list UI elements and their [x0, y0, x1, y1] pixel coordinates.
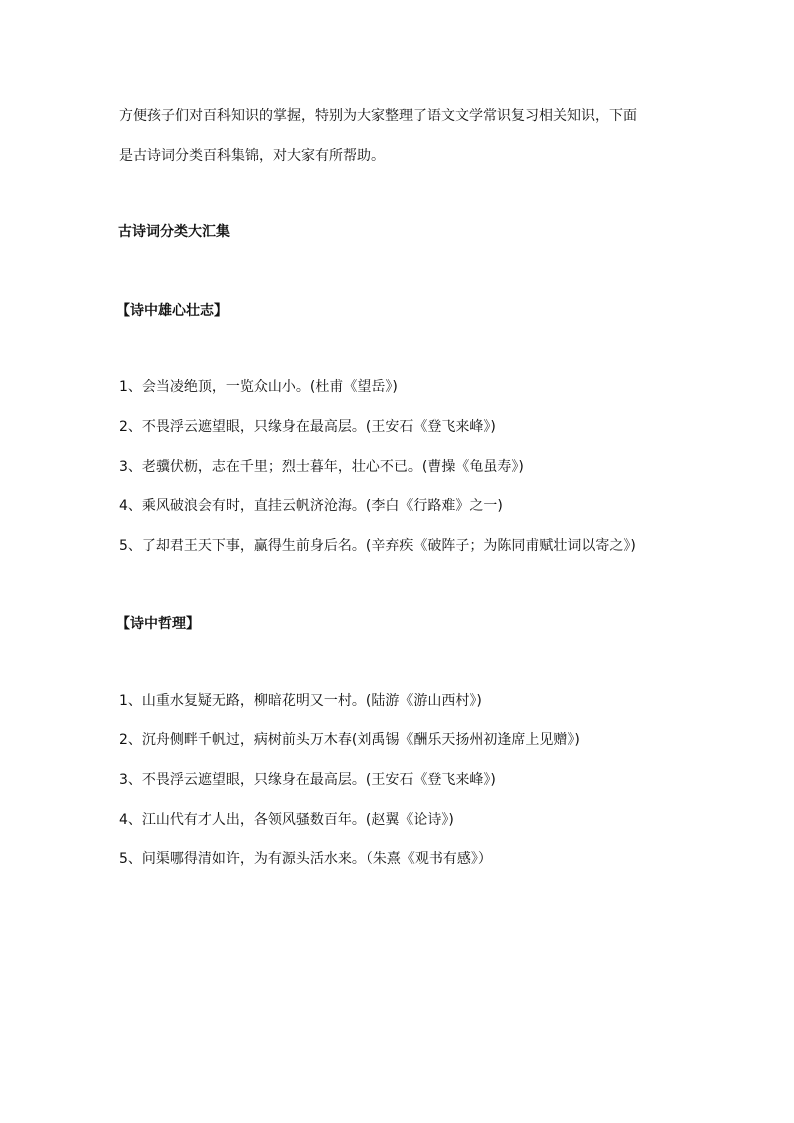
list-item: 4、乘风破浪会有时，直挂云帆济沧海。(李白《行路难》之一)	[119, 498, 503, 514]
list-item: 4、江山代有才人出，各领风骚数百年。(赵翼《论诗》)	[119, 812, 454, 828]
list-item: 5、问渠哪得清如许，为有源头活水来。（朱熹《观书有感》）	[119, 851, 492, 867]
list-item: 5、了却君王天下事，赢得生前身后名。(辛弃疾《破阵子；为陈同甫赋壮词以寄之》)	[119, 538, 636, 554]
section-heading-ambition: 【诗中雄心壮志】	[116, 303, 228, 319]
list-item: 2、沉舟侧畔千帆过，病树前头万木春(刘禹锡《酬乐天扬州初逢席上见赠》)	[119, 732, 580, 748]
list-item: 2、不畏浮云遮望眼，只缘身在最高层。(王安石《登飞来峰》)	[119, 419, 496, 435]
intro-line-2: 是古诗词分类百科集锦，对大家有所帮助。	[119, 148, 385, 164]
section-heading-philosophy: 【诗中哲理】	[116, 616, 200, 632]
main-title: 古诗词分类大汇集	[118, 224, 230, 240]
list-item: 3、不畏浮云遮望眼，只缘身在最高层。(王安石《登飞来峰》)	[119, 772, 496, 788]
list-item: 1、会当凌绝顶，一览众山小。(杜甫《望岳》)	[119, 379, 398, 395]
list-item: 3、老骥伏枥，志在千里；烈士暮年，壮心不已。(曹操《龟虽寿》)	[119, 459, 524, 475]
list-item: 1、山重水复疑无路，柳暗花明又一村。(陆游《游山西村》)	[119, 693, 482, 709]
intro-line-1: 方便孩子们对百科知识的掌握，特别为大家整理了语文文学常识复习相关知识，下面	[119, 108, 637, 124]
